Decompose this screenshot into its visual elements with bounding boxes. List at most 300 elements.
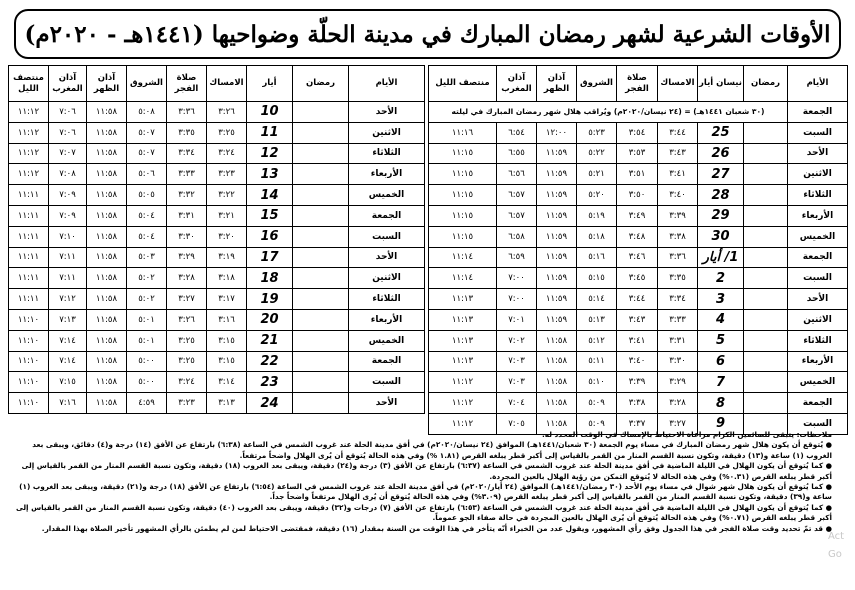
column-header: الامساك: [658, 66, 698, 102]
day-cell: الأربعاء: [788, 351, 848, 372]
time-cell: ٥:١٤: [577, 289, 617, 310]
time-cell: ٣:٣٣: [658, 309, 698, 330]
column-header: صلاة الفجر: [167, 66, 207, 102]
table-row: [9, 393, 425, 414]
table-row: [9, 164, 425, 185]
time-cell: ٦:٥٧: [497, 205, 537, 226]
time-cell: ١١:٥٨: [537, 351, 577, 372]
table-row: [429, 205, 848, 226]
table-row: [9, 289, 425, 310]
time-cell: ١١:١٢: [9, 102, 49, 123]
table-row: [9, 372, 425, 393]
ramadan-cell: [744, 122, 788, 143]
time-cell: ١١:١٥: [429, 143, 497, 164]
date-cell: 3: [698, 289, 744, 310]
ramadan-cell: [293, 102, 349, 123]
time-cell: ١١:٥٩: [537, 268, 577, 289]
time-cell: ١١:١٢: [9, 164, 49, 185]
time-cell: ٣:٤١: [658, 164, 698, 185]
time-cell: ١١:٥٨: [87, 247, 127, 268]
time-cell: ١١:٥٨: [87, 351, 127, 372]
time-cell: ٧:٠٨: [49, 164, 87, 185]
time-cell: ١١:١٢: [429, 413, 497, 434]
time-cell: ٥:١٨: [577, 226, 617, 247]
time-cell: ٥:٢١: [577, 164, 617, 185]
time-cell: ١١:١٣: [429, 330, 497, 351]
ramadan-cell: [293, 226, 349, 247]
day-cell: السبت: [349, 226, 425, 247]
time-cell: ١١:١٣: [429, 309, 497, 330]
time-cell: ٣:٢١: [207, 205, 247, 226]
time-cell: ١١:٥٩: [537, 185, 577, 206]
time-cell: ٣:٢٥: [167, 351, 207, 372]
time-cell: ١١:٥٨: [87, 309, 127, 330]
ramadan-cell: [744, 247, 788, 268]
time-cell: ١١:٥٩: [537, 164, 577, 185]
day-cell: الخميس: [788, 226, 848, 247]
time-cell: ٣:٢٩: [658, 372, 698, 393]
time-cell: ٦:٥٨: [497, 226, 537, 247]
column-header: آذان المغرب: [497, 66, 537, 102]
time-cell: ٥:٠٢: [127, 289, 167, 310]
time-cell: ١١:١١: [9, 247, 49, 268]
time-cell: ٣:٣٣: [167, 164, 207, 185]
time-cell: ٧:٠٧: [49, 143, 87, 164]
time-cell: ٥:٢٠: [577, 185, 617, 206]
time-cell: ٣:٤٨: [617, 226, 658, 247]
time-cell: ١١:٥٩: [537, 226, 577, 247]
time-cell: ٧:١٠: [49, 226, 87, 247]
time-cell: ١١:١٥: [429, 164, 497, 185]
day-cell: السبت: [788, 122, 848, 143]
time-cell: ١١:٥٨: [87, 205, 127, 226]
day-cell: السبت: [788, 413, 848, 434]
time-cell: ٥:٠١: [127, 309, 167, 330]
time-cell: ١١:١٣: [429, 351, 497, 372]
date-cell: 6: [698, 351, 744, 372]
time-cell: ٣:٣٥: [658, 268, 698, 289]
time-cell: ٣:٢٧: [167, 289, 207, 310]
time-cell: ١١:١٥: [429, 185, 497, 206]
time-cell: ٧:٠١: [497, 309, 537, 330]
ramadan-cell: [293, 393, 349, 414]
table-row: [9, 185, 425, 206]
table-row: [429, 351, 848, 372]
time-cell: ١١:١٠: [9, 393, 49, 414]
date-cell: 27: [698, 164, 744, 185]
time-cell: ٧:٠٣: [497, 351, 537, 372]
time-cell: ٣:١٤: [207, 372, 247, 393]
column-header: الأيام: [349, 66, 425, 102]
time-cell: ١١:١١: [9, 289, 49, 310]
time-cell: ٣:١٩: [207, 247, 247, 268]
time-cell: ١١:١٠: [9, 351, 49, 372]
time-cell: ١١:١٦: [429, 122, 497, 143]
time-cell: ٥:٠٦: [127, 164, 167, 185]
time-cell: ١١:٥٩: [537, 309, 577, 330]
table-row: [429, 143, 848, 164]
time-cell: ١١:٥٨: [537, 330, 577, 351]
table-row: [429, 289, 848, 310]
time-cell: ٥:٠٩: [577, 413, 617, 434]
column-header: رمضان: [293, 66, 349, 102]
time-cell: ٦:٥٩: [497, 247, 537, 268]
ramadan-cell: [293, 247, 349, 268]
right-header-row: [429, 66, 848, 102]
time-cell: ١١:٥٨: [87, 393, 127, 414]
time-cell: ٣:١٥: [207, 351, 247, 372]
time-cell: ١١:٥٨: [537, 372, 577, 393]
time-cell: ١١:١٤: [429, 247, 497, 268]
date-cell: 11: [247, 122, 293, 143]
column-header: منتصف الليل: [9, 66, 49, 102]
time-cell: ١١:١٢: [429, 393, 497, 414]
day-cell: الاثنين: [788, 309, 848, 330]
date-cell: 30: [698, 226, 744, 247]
date-cell: 9: [698, 413, 744, 434]
day-cell: الأحد: [349, 247, 425, 268]
right-timetable: [428, 65, 848, 435]
date-cell: 26: [698, 143, 744, 164]
date-cell: 20: [247, 309, 293, 330]
table-row: [9, 247, 425, 268]
time-cell: ٣:٣٦: [167, 102, 207, 123]
table-row: [429, 309, 848, 330]
time-cell: ٥:١٠: [577, 372, 617, 393]
ramadan-cell: [293, 185, 349, 206]
time-cell: ١١:١١: [9, 185, 49, 206]
time-cell: ٥:٠٩: [577, 393, 617, 414]
date-cell: 15: [247, 205, 293, 226]
date-cell: 22: [247, 351, 293, 372]
time-cell: ٧:١١: [49, 268, 87, 289]
time-cell: ١١:٥٨: [537, 393, 577, 414]
table-row: [9, 330, 425, 351]
time-cell: ١١:١٢: [429, 372, 497, 393]
ramadan-cell: [293, 164, 349, 185]
time-cell: ٧:١٣: [49, 309, 87, 330]
time-cell: ٧:٠٠: [497, 289, 537, 310]
time-cell: ١١:٥٨: [87, 330, 127, 351]
ramadan-cell: [744, 351, 788, 372]
day-cell: الجمعة: [349, 205, 425, 226]
day-cell: الأربعاء: [788, 205, 848, 226]
day-cell: الثلاثاء: [788, 185, 848, 206]
day-cell: الأحد: [788, 289, 848, 310]
time-cell: ١١:١٥: [429, 226, 497, 247]
time-cell: ٣:٤٤: [617, 289, 658, 310]
time-cell: ٣:٥٣: [617, 143, 658, 164]
time-cell: ٣:٤٠: [658, 185, 698, 206]
time-cell: ٧:٠٩: [49, 185, 87, 206]
time-cell: ١١:٥٨: [87, 372, 127, 393]
ramadan-cell: [293, 268, 349, 289]
time-cell: ٣:١٧: [207, 289, 247, 310]
date-cell: 5: [698, 330, 744, 351]
day-cell: السبت: [788, 268, 848, 289]
time-cell: ٣:٤٩: [617, 205, 658, 226]
time-cell: ٧:١٤: [49, 330, 87, 351]
time-cell: ٣:٤٣: [658, 143, 698, 164]
table-row: [9, 226, 425, 247]
time-cell: ١١:٥٨: [87, 289, 127, 310]
time-cell: ٣:٣٨: [658, 226, 698, 247]
day-cell: الثلاثاء: [788, 330, 848, 351]
time-cell: ١٢:٠٠: [537, 122, 577, 143]
column-header: الشروق: [127, 66, 167, 102]
time-cell: ١١:٥٨: [87, 143, 127, 164]
time-cell: ٣:٤١: [617, 330, 658, 351]
time-cell: ٦:٥٥: [497, 143, 537, 164]
activation-watermark: Act Go: [828, 531, 845, 560]
day-cell: الخميس: [349, 330, 425, 351]
day-cell: السبت: [349, 372, 425, 393]
time-cell: ٣:٢٥: [207, 122, 247, 143]
time-cell: ١١:١٠: [9, 309, 49, 330]
right-first-row: [429, 102, 848, 123]
page-title: الأوقات الشرعية لشهر رمضان المبارك في مدينة الحلّة وضواحيها (١٤٤١هـ - ٢٠٢٠م): [14, 9, 841, 59]
time-cell: ٥:٠٧: [127, 122, 167, 143]
time-cell: ٧:١١: [49, 247, 87, 268]
time-cell: ٧:١٢: [49, 289, 87, 310]
date-cell: 12: [247, 143, 293, 164]
time-cell: ١١:٥٩: [537, 247, 577, 268]
column-header: أيار: [247, 66, 293, 102]
date-cell: 18: [247, 268, 293, 289]
date-cell: 10: [247, 102, 293, 123]
time-cell: ١١:٥٩: [537, 205, 577, 226]
left-header-row: [9, 66, 425, 102]
time-cell: ٣:٢٨: [658, 393, 698, 414]
time-cell: ٧:٠٤: [497, 393, 537, 414]
table-row: [9, 143, 425, 164]
time-cell: ٥:٢٣: [577, 122, 617, 143]
column-header: آذان الظهر: [87, 66, 127, 102]
ramadan-cell: [293, 289, 349, 310]
time-cell: ٣:٢٦: [167, 309, 207, 330]
time-cell: ٥:٠٣: [127, 247, 167, 268]
time-cell: ٣:٤٣: [617, 309, 658, 330]
timetable-area: [8, 65, 847, 432]
time-cell: ١١:٥٨: [87, 164, 127, 185]
time-cell: ٧:١٦: [49, 393, 87, 414]
table-row: [429, 164, 848, 185]
time-cell: ١١:١٥: [429, 205, 497, 226]
time-cell: ٣:٢٠: [207, 226, 247, 247]
note-item: ● كما يُتوقع أن يكون الهلال في الليلة الماضية في أفق مدينة الحلة عند غروب الشمس في الساعة (٦:٥٣) بارتفاع عن الأفق (٧) درجات و(٣٢) دقيقة، ويبقى بعد الغروب (٤٠) دقيقة، وتكون نسبة القسم المنار من القمر بالقياس إلى أكبر قطر يبلغه القرص (٠.٧١%) وفي هذه الحالة يُتوقع أن يُرى الهلال بالعين المجردة في حالة صفاء الجو عموماً.: [15, 502, 832, 523]
time-cell: ١١:٥٨: [87, 102, 127, 123]
date-cell: 1/ أيار: [698, 247, 744, 268]
ramadan-cell: [744, 185, 788, 206]
day-cell: الثلاثاء: [349, 289, 425, 310]
note-item: ● كما يُتوقع أن يكون هلال شهر شوال في مساء يوم الأحد (٣٠ رمضان/١٤٤١هـ) الموافق (٢٤ أيار/٢٠٢٠م) في أفق مدينة الحلة عند غروب الشمس في الساعة (٦:٥٤) بارتفاع عن الأفق (١٨) درجة و(٢١) دقيقة، ويبقى بعد الغروب (١) ساعة و(٣٩) دقيقة، وتكون نسبة القسم المنار من القمر بالقياس إلى أكبر قطر يبلغه القرص (٣.٠٩%) وفي هذه الحالة يُتوقع أن يُرى الهلال مرتفعاً واضحاً جداً.: [19, 482, 832, 502]
day-cell: الخميس: [788, 372, 848, 393]
time-cell: ١١:١١: [9, 226, 49, 247]
time-cell: ٣:٣٦: [658, 247, 698, 268]
day-cell: الاثنين: [349, 122, 425, 143]
time-cell: ٧:٠٦: [49, 122, 87, 143]
date-cell: 17: [247, 247, 293, 268]
time-cell: ٣:٣٧: [617, 413, 658, 434]
time-cell: ٣:٣٩: [658, 205, 698, 226]
time-cell: ٣:١٨: [207, 268, 247, 289]
time-cell: ٣:٣٩: [617, 372, 658, 393]
day-cell: الاثنين: [788, 164, 848, 185]
date-cell: 8: [698, 393, 744, 414]
left-timetable: [8, 65, 425, 414]
ramadan-cell: [744, 268, 788, 289]
time-cell: ٥:٠٠: [127, 351, 167, 372]
time-cell: ١١:١١: [9, 205, 49, 226]
time-cell: ٦:٥٧: [497, 185, 537, 206]
ramadan-cell: [293, 143, 349, 164]
ramadan-cell: [744, 289, 788, 310]
time-cell: ٥:١٥: [577, 268, 617, 289]
ramadan-cell: [744, 164, 788, 185]
time-cell: ٣:٢٤: [207, 143, 247, 164]
time-cell: ٥:٠٤: [127, 205, 167, 226]
time-cell: ١١:٥٨: [87, 226, 127, 247]
note-item: ● كما يُتوقع أن يكون الهلال في الليلة الماضية في أفق مدينة الحلة عند غروب الشمس في الساعة (٦:٣٧) بارتفاع عن الأفق (٣) درجة و(٢٤) دقيقة، ويبقى بعد الغروب (١٨) دقيقة، وتكون نسبة القسم المنار من القمر بالقياس إلى أكبر قطر يبلغه القرص (٠.٣١%) وفي هذه الحالة لا يُتوقع التمكن من رؤية الهلال بالعين المجردة.: [21, 461, 832, 481]
day-cell: الجمعة: [349, 351, 425, 372]
table-row: [429, 185, 848, 206]
day-cell: الثلاثاء: [349, 143, 425, 164]
table-row: [429, 330, 848, 351]
table-row: [9, 309, 425, 330]
date-cell: 7: [698, 372, 744, 393]
time-cell: ٧:٠٣: [497, 372, 537, 393]
time-cell: ٣:٢٦: [207, 102, 247, 123]
time-cell: ١١:٥٩: [537, 143, 577, 164]
time-cell: ٥:٢٢: [577, 143, 617, 164]
ramadan-cell: [293, 351, 349, 372]
column-header: الأيام: [788, 66, 848, 102]
day-cell: الأربعاء: [349, 164, 425, 185]
date-cell: 19: [247, 289, 293, 310]
column-header: الشروق: [577, 66, 617, 102]
date-cell: 21: [247, 330, 293, 351]
date-cell: 14: [247, 185, 293, 206]
ramadan-cell: [293, 309, 349, 330]
time-cell: ٥:١١: [577, 351, 617, 372]
time-cell: ١١:٥٨: [87, 122, 127, 143]
date-cell: 24: [247, 393, 293, 414]
time-cell: ٣:٢٩: [167, 247, 207, 268]
ramadan-cell: [293, 122, 349, 143]
notes-section: [10, 430, 832, 586]
time-cell: ٥:٠١: [127, 330, 167, 351]
table-row: [429, 122, 848, 143]
table-row: [9, 102, 425, 123]
time-cell: ٣:٣١: [167, 205, 207, 226]
date-cell: 25: [698, 122, 744, 143]
time-cell: ٣:٤٠: [617, 351, 658, 372]
table-row: [429, 247, 848, 268]
time-cell: ٣:٥١: [617, 164, 658, 185]
time-cell: ١١:٥٩: [537, 289, 577, 310]
time-cell: ٣:٢٥: [167, 330, 207, 351]
time-cell: ١١:١١: [9, 268, 49, 289]
notes-heading: ملاحظات: يتبقى للصائمين الكرام مراعاة الاحتياط بالإمساك في الوقت المحدد له.: [542, 430, 832, 439]
first-row-note: (٣٠ شعبان ١٤٤١هـ) = (٢٤ نيسان/٢٠٢٠م) ويُراقب هلال شهر رمضان المبارك في ليلته: [429, 102, 788, 123]
time-cell: ٣:٤٥: [617, 268, 658, 289]
column-header: نيسان أيار: [698, 66, 744, 102]
time-cell: ١١:١٤: [429, 268, 497, 289]
ramadan-cell: [744, 309, 788, 330]
right-body: [429, 102, 848, 435]
ramadan-cell: [744, 205, 788, 226]
time-cell: ٧:٠٦: [49, 102, 87, 123]
time-cell: ٣:٣٨: [617, 393, 658, 414]
day-cell: الاثنين: [349, 268, 425, 289]
time-cell: ٣:٢٣: [167, 393, 207, 414]
day-cell: الجمعة: [788, 247, 848, 268]
time-cell: ٣:٣٠: [658, 351, 698, 372]
note-item: ● قد تمّ تحديد وقت صلاة الفجر في هذا الجدول وفق رأي المشهور، ويقول عدد من الخبراء أنّه يتأخر في هذا الوقت من السنة بمقدار (١٦) دقيقة، فمقتضى الاحتياط لمن لم يطمئن بالرأي المشهور تأخير الصلاة بهذا المقدار.: [41, 523, 832, 533]
date-cell: 2: [698, 268, 744, 289]
ramadan-cell: [293, 330, 349, 351]
time-cell: ١١:١٠: [9, 330, 49, 351]
time-cell: ٧:٠٢: [497, 330, 537, 351]
date-cell: 28: [698, 185, 744, 206]
time-cell: ١١:٥٨: [87, 268, 127, 289]
time-cell: ٧:٠٩: [49, 205, 87, 226]
time-cell: ٧:٠٠: [497, 268, 537, 289]
time-cell: ٣:٥٠: [617, 185, 658, 206]
date-cell: 16: [247, 226, 293, 247]
time-cell: ١١:١٣: [429, 289, 497, 310]
time-cell: ٦:٥٤: [497, 122, 537, 143]
table-row: [429, 393, 848, 414]
date-cell: 29: [698, 205, 744, 226]
day-cell: الأحد: [788, 143, 848, 164]
column-header: رمضان: [744, 66, 788, 102]
day-cell: الأحد: [349, 102, 425, 123]
time-cell: ٣:٣٥: [167, 122, 207, 143]
time-cell: ٣:٢٤: [167, 372, 207, 393]
ramadan-cell: [744, 393, 788, 414]
ramadan-cell: [744, 143, 788, 164]
note-item: ● يُتوقع أن يكون هلال شهر رمضان المبارك في مساء يوم الجمعة (٣٠ شعبان/١٤٤١هـ) الموافق (٢٤ نيسان/٢٠٢٠م) في أفق مدينة الحلة عند غروب الشمس في الساعة (٦:٣٨) بارتفاع عن الأفق (١٤) درجة و(٤) دقائق، ويبقى بعد الغروب (١) ساعة و(١٣) دقيقة، وتكون نسبة القسم المنار من القمر بالقياس إلى أكبر قطر يبلغه القرص (١.٨١ %) وفي هذه الحالة يُتوقع أن يُرى الهلال واضحاً مرتفعاً.: [32, 440, 832, 460]
table-row: [429, 372, 848, 393]
day-cell: الأحد: [349, 393, 425, 414]
ramadan-cell: [744, 372, 788, 393]
date-cell: 4: [698, 309, 744, 330]
time-cell: ١١:١٢: [9, 122, 49, 143]
table-row: [9, 268, 425, 289]
column-header: منتصف الليل: [429, 66, 497, 102]
time-cell: ٥:٠٨: [127, 102, 167, 123]
time-cell: ٧:١٤: [49, 351, 87, 372]
day-cell: الجمعة: [788, 393, 848, 414]
time-cell: ٣:٢٨: [167, 268, 207, 289]
time-cell: ٣:٣٠: [167, 226, 207, 247]
time-cell: ٣:٤٤: [658, 122, 698, 143]
time-cell: ٥:٠٥: [127, 185, 167, 206]
time-cell: ٥:١٦: [577, 247, 617, 268]
table-row: [429, 268, 848, 289]
column-header: آذان الظهر: [537, 66, 577, 102]
time-cell: ٥:١٣: [577, 309, 617, 330]
date-cell: 23: [247, 372, 293, 393]
time-cell: ٣:٣٢: [167, 185, 207, 206]
time-cell: ٣:٣٤: [658, 289, 698, 310]
time-cell: ٥:٠٢: [127, 268, 167, 289]
time-cell: ١١:٥٨: [537, 413, 577, 434]
time-cell: ١١:٥٨: [87, 185, 127, 206]
time-cell: ٦:٥٦: [497, 164, 537, 185]
ramadan-cell: [293, 205, 349, 226]
